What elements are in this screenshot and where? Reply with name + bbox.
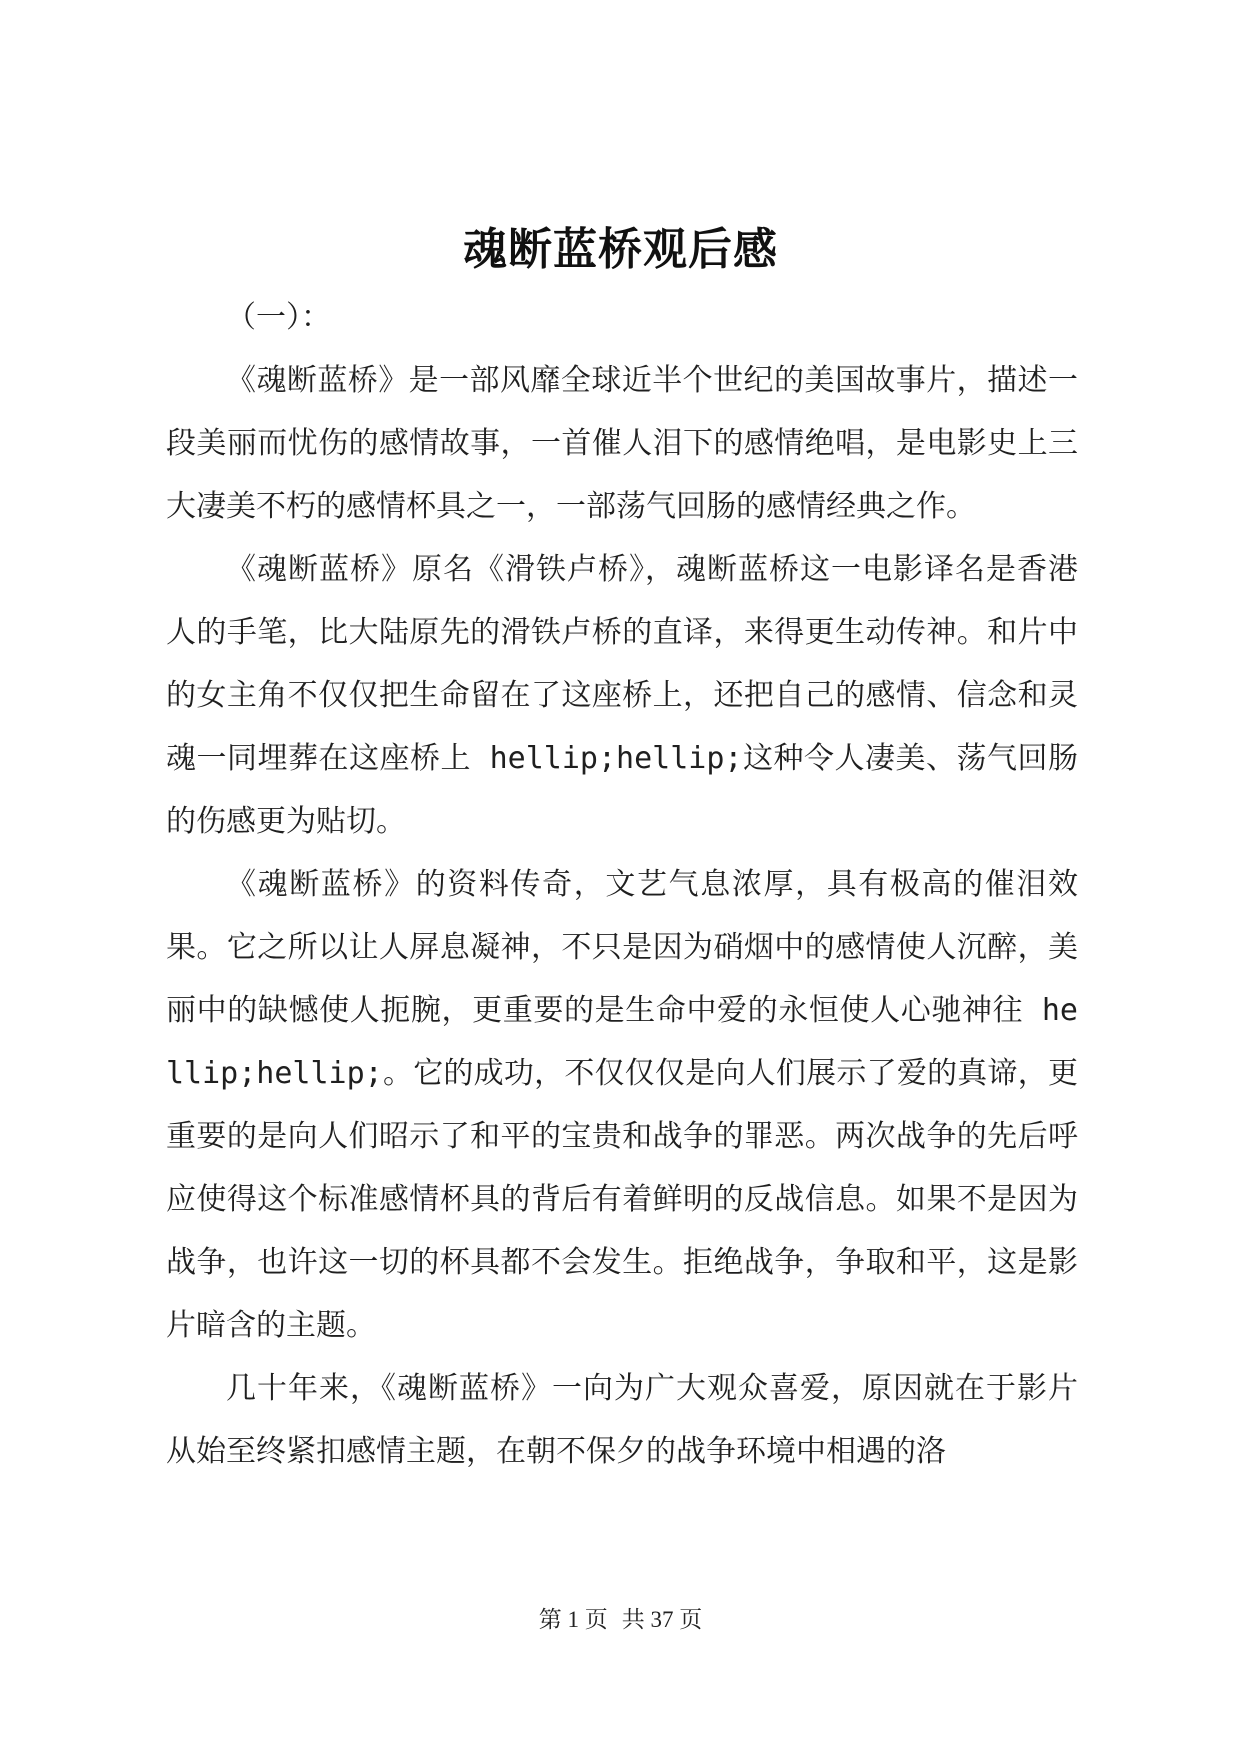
- paragraph: 《魂断蓝桥》是一部风靡全球近半个世纪的美国故事片，描述一段美丽而忧伤的感情故事，一首催人泪下的感情绝唱，是电影史上三大凄美不朽的感情杯具之一，一部荡气回肠的感情经典之作。: [166, 363, 1078, 524]
- paragraph-section-heading: （一）：: [226, 300, 331, 335]
- document-body: [166, 286, 1078, 1483]
- paragraph: 《魂断蓝桥》的资料传奇，文艺气息浓厚，具有极高的催泪效果。它之所以让人屏息凝神，不只是因为硝烟中的感情使人沉醉，美丽中的缺憾使人扼腕，更重要的是生命中爱的永恒使人心驰神往 hellip;hellip;。它的成功，不仅仅仅是向人们展示了爱的真谛，更重要的是向人们昭示了和平的宝贵和战争的罪恶。两次战争的先后呼应使得这个标准感情杯具的背后有着鲜明的反战信息。如果不是因为战争，也许这一切的杯具都不会发生。拒绝战争，争取和平，这是影片暗含的主题。: [166, 867, 1078, 1343]
- paragraph: 几十年来，《魂断蓝桥》一向为广大观众喜爱，原因就在于影片从始至终紧扣感情主题，在朝不保夕的战争环境中相遇的洛: [166, 1371, 1078, 1469]
- document-title: 魂断蓝桥观后感: [463, 224, 778, 275]
- page-footer: [0, 1605, 1241, 1635]
- paragraph: 《魂断蓝桥》原名《滑铁卢桥》，魂断蓝桥这一电影译名是香港人的手笔，比大陆原先的滑铁卢桥的直译，来得更生动传神。和片中的女主角不仅仅把生命留在了这座桥上，还把自己的感情、信念和灵魂一同埋葬在这座桥上 hellip;hellip;这种令人凄美、荡气回肠的伤感更为贴切。: [166, 552, 1078, 839]
- page-total: 共 37 页: [621, 1607, 703, 1632]
- page-number: 第 1 页: [538, 1607, 608, 1632]
